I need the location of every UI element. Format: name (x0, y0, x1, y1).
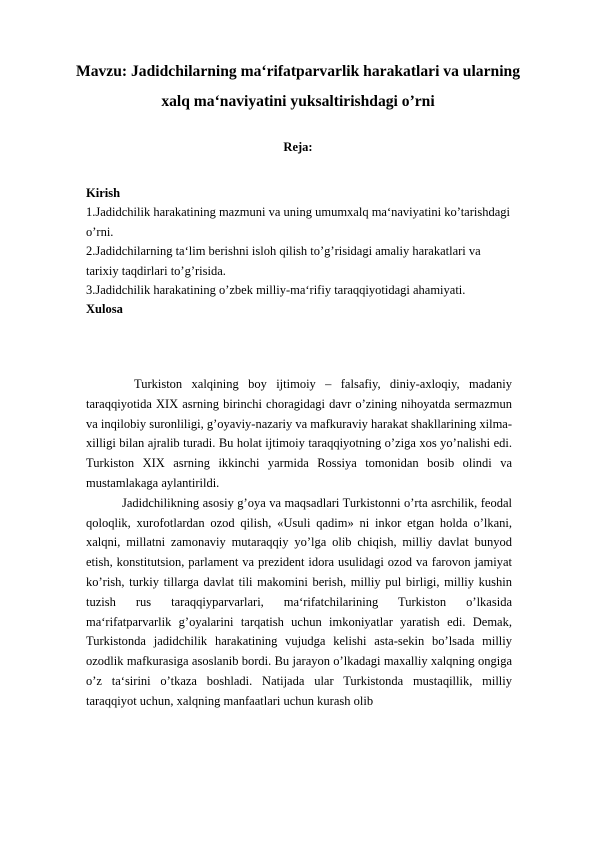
plan-conclusion: Xulosa (86, 302, 123, 317)
plan-list (86, 184, 516, 320)
plan-item-2: 2.Jadidchilarning ta‘lim berishni isloh qilish to’g’risidagi amaliy harakatlari va tarixiy taqdirlari to’g’risida. (86, 244, 481, 278)
plan-item-1: 1.Jadidchilik harakatining mazmuni va uning umumxalq ma‘naviyatini ko’tarishdagi o’rni. (86, 205, 510, 239)
body-text (86, 375, 512, 712)
plan-item-3: 3.Jadidchilik harakatining o’zbek milliy-ma‘rifiy taraqqiyotidagi ahamiyati. (86, 283, 466, 298)
plan-heading: Reja: (283, 140, 313, 154)
plan-intro: Kirish (86, 186, 121, 200)
paragraph-2: Jadidchilikning asosiy g’oya va maqsadlari Turkistonni o’rta asrchilik, feodal qoloqlik, xurofotlardan ozod qilish, «Usuli qadim» ni inkor etgan holda o’lkani, xalqni, millatni zamonaviy mutaraqqiy yo’lga olib chiqish, milliy davlat bunyod etish, konstitutsion, parlament va prezident idora usulidagi ozod va farovon jamiyat ko’rish, turkiy tillarga davlat tili makomini berish, milliy pul birligi, milliy kushin tuzish rus taraqqiyparvarlari, ma‘rifatchilarining Turkiston o’lkasida ma‘rifatparvarlik g’oyalarini tarqatish uchun imkoniyatlar yaratish edi. Demak, Turkistonda jadidchilik harakatining vujudga kelishi asta-sekin bo’lsada milliy ozodlik mafkurasiga asoslanib bordi. Bu jarayon o’lkadagi maxalliy xalqning ongiga o’z ta‘sirini o’tkaza boshladi. Natijada ular Turkistonda mustaqillik, milliy taraqqiyot uchun, xalqning manfaatlari uchun kurash olib (86, 495, 512, 708)
document-title: Mavzu: Jadidchilarning ma‘rifatparvarlik harakatlari va ularning xalq ma‘naviyatini yuksaltirishdagi o’rni (76, 63, 520, 110)
paragraph-1: Turkiston xalqining boy ijtimoiy – falsafiy, diniy-axloqiy, madaniy taraqqiyotida XIX asrning birinchi choragidagi davr o’zining nihoyatda sermazmun va inqilobiy suronliligi, g’oyaviy-nazariy va mafkuraviy harakat shakllarining xilma-xilligi bilan ajralib turadi. Bu holat ijtimoiy taraqqiyotning o’ziga xos yo’nalishi edi. Turkiston XIX asrning ikkinchi yarmida Rossiya tomonidan bosib olindi va mustamlakaga aylantirildi. (86, 377, 512, 490)
